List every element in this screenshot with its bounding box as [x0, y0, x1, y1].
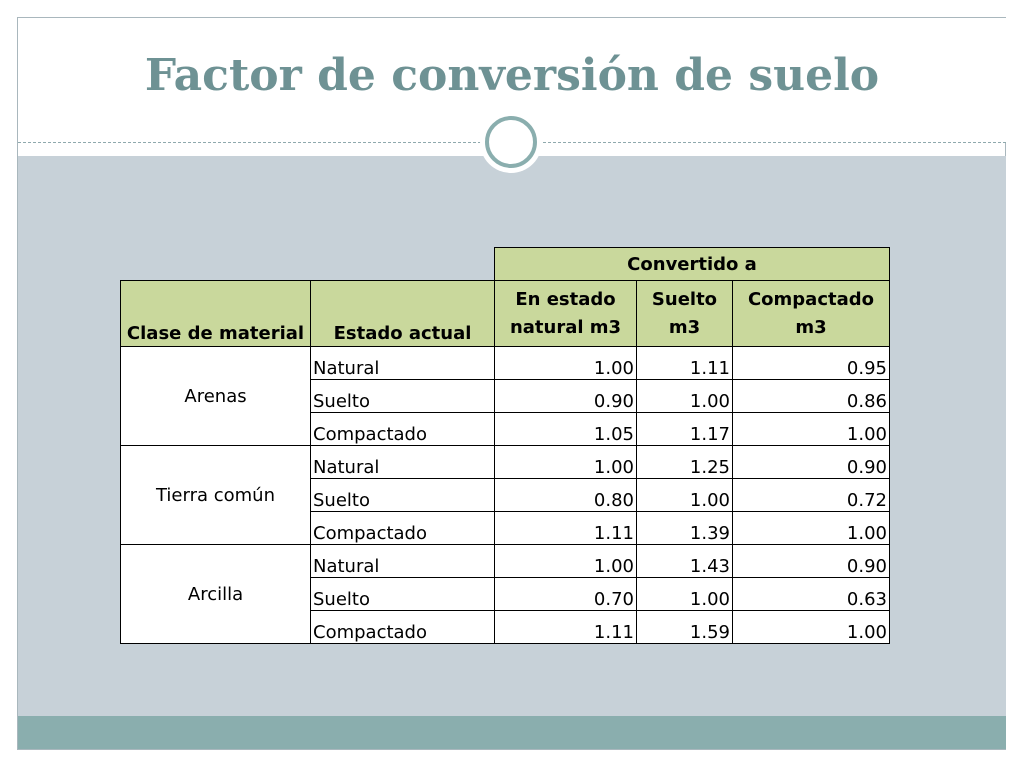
compactado-cell: 0.72 — [733, 479, 890, 512]
compactado-cell: 1.00 — [733, 611, 890, 644]
estado-cell: Natural — [311, 545, 495, 578]
table-header-row — [121, 281, 890, 347]
conversion-table — [120, 247, 890, 644]
compactado-cell: 0.95 — [733, 347, 890, 380]
compactado-cell: 1.00 — [733, 413, 890, 446]
suelto-cell: 1.00 — [637, 380, 733, 413]
header-clase-material: Clase de material — [121, 281, 311, 347]
material-cell: Tierra común — [121, 446, 311, 545]
table-group-header-row — [121, 248, 890, 281]
natural-cell: 1.11 — [495, 611, 637, 644]
circle-ring-icon — [485, 116, 537, 168]
blank-cell — [121, 248, 311, 281]
estado-cell: Compactado — [311, 512, 495, 545]
material-cell: Arcilla — [121, 545, 311, 644]
header-convertido-a: Convertido a — [495, 248, 890, 281]
table-row — [121, 446, 890, 479]
suelto-cell: 1.00 — [637, 578, 733, 611]
header-natural-line1: En estado — [515, 288, 616, 310]
header-estado-actual: Estado actual — [311, 281, 495, 347]
header-natural-line2: natural m3 — [509, 316, 622, 338]
natural-cell: 0.80 — [495, 479, 637, 512]
header-suelto-m3 — [637, 281, 733, 347]
natural-cell: 1.05 — [495, 413, 637, 446]
natural-cell: 0.70 — [495, 578, 637, 611]
suelto-cell: 1.00 — [637, 479, 733, 512]
natural-cell: 1.00 — [495, 545, 637, 578]
estado-cell: Compactado — [311, 413, 495, 446]
estado-cell: Suelto — [311, 479, 495, 512]
natural-cell: 1.00 — [495, 446, 637, 479]
estado-cell: Natural — [311, 446, 495, 479]
table-row — [121, 545, 890, 578]
estado-cell: Natural — [311, 347, 495, 380]
natural-cell: 0.90 — [495, 380, 637, 413]
table-row — [121, 347, 890, 380]
header-natural-m3 — [495, 281, 637, 347]
compactado-cell: 0.86 — [733, 380, 890, 413]
suelto-cell: 1.39 — [637, 512, 733, 545]
estado-cell: Suelto — [311, 380, 495, 413]
suelto-cell: 1.43 — [637, 545, 733, 578]
compactado-cell: 1.00 — [733, 512, 890, 545]
suelto-cell: 1.11 — [637, 347, 733, 380]
estado-cell: Compactado — [311, 611, 495, 644]
suelto-cell: 1.59 — [637, 611, 733, 644]
natural-cell: 1.00 — [495, 347, 637, 380]
header-suelto-line1: Suelto — [651, 288, 718, 310]
suelto-cell: 1.17 — [637, 413, 733, 446]
header-compactado-m3: Compactado m3 — [733, 281, 890, 347]
compactado-cell: 0.63 — [733, 578, 890, 611]
natural-cell: 1.11 — [495, 512, 637, 545]
compactado-cell: 0.90 — [733, 545, 890, 578]
footer-bar — [18, 716, 1006, 749]
material-cell: Arenas — [121, 347, 311, 446]
header-suelto-line2: m3 — [668, 316, 701, 338]
suelto-cell: 1.25 — [637, 446, 733, 479]
slide-title: Factor de conversión de suelo — [144, 50, 880, 101]
estado-cell: Suelto — [311, 578, 495, 611]
compactado-cell: 0.90 — [733, 446, 890, 479]
blank-cell — [311, 248, 495, 281]
